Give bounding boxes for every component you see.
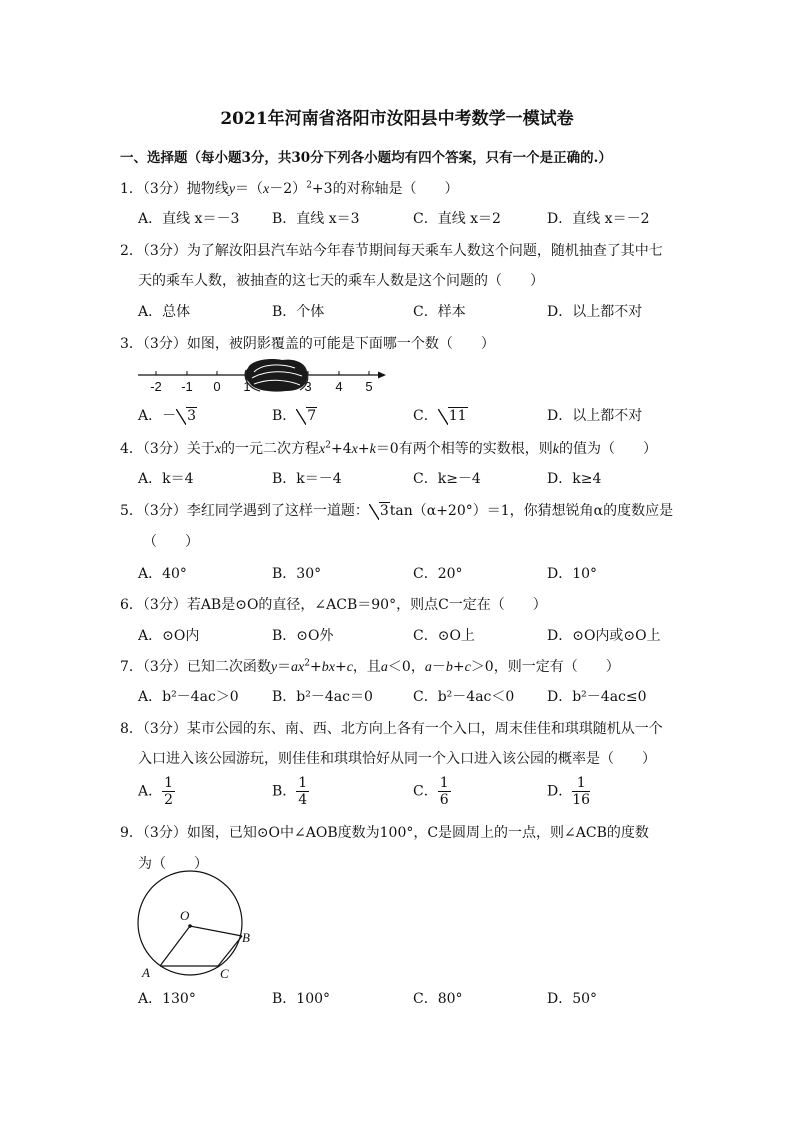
tick-label-neg2: -2 bbox=[150, 379, 162, 394]
fraction bbox=[572, 775, 590, 808]
numerator: 1 bbox=[439, 775, 449, 791]
question-7: 7．（3分）已知二次函数$y=ax^2+bx+c$，且a＜0，a－b+c＞0，则一定有（ ） bbox=[120, 658, 620, 675]
sqrt-symbol bbox=[438, 408, 468, 424]
label-b: B bbox=[242, 930, 250, 945]
sqrt-symbol bbox=[369, 503, 390, 519]
section-heading: 一、选择题（每小题3分，共30分下列各小题均有四个答案，只有一个是正确的.） bbox=[120, 150, 612, 166]
fraction bbox=[296, 775, 309, 808]
q1-option-b[interactable]: B．直线 x＝3 bbox=[272, 211, 360, 227]
question-1-text-b: 的对称轴是（ ） bbox=[332, 181, 459, 197]
q3-option-c-prefix: C． bbox=[413, 408, 438, 424]
numerator: 1 bbox=[298, 775, 308, 791]
q4-option-c[interactable]: C．k≥－4 bbox=[413, 471, 481, 487]
q8-option-b-label: B． bbox=[272, 783, 297, 800]
q7-option-a[interactable]: A．b²－4ac＞0 bbox=[138, 689, 239, 705]
q8-option-c-label: C． bbox=[413, 783, 438, 800]
q8-option-d[interactable] bbox=[547, 775, 590, 808]
fraction bbox=[162, 775, 175, 808]
question-8-line-1: 8．（3分）某市公园的东、南、西、北方向上各有一个入口，周末佳佳和琪琪随机从一个 bbox=[120, 721, 663, 737]
q5-option-d[interactable]: D．10° bbox=[547, 566, 598, 582]
denominator: 16 bbox=[572, 792, 591, 808]
question-4-text-c: 有两个相等的实数根，则 bbox=[398, 441, 553, 457]
sqrt-symbol bbox=[176, 408, 197, 424]
question-5-text-b: tan（α+20°）＝1，你猜想锐角α的度数应是 bbox=[389, 503, 674, 519]
tick-label-neg1: -1 bbox=[181, 379, 193, 394]
q5-option-c[interactable]: C．20° bbox=[413, 566, 463, 582]
question-7-text-b: ，且 bbox=[352, 659, 381, 675]
q8-option-c[interactable] bbox=[413, 775, 451, 808]
circle-o bbox=[138, 871, 242, 975]
question-5-line-2: （ ） bbox=[143, 534, 199, 550]
q8-option-d-label: D． bbox=[547, 783, 573, 800]
q3-option-a-radicand: 3 bbox=[187, 408, 197, 424]
center-dot bbox=[188, 924, 192, 928]
q8-option-b[interactable] bbox=[272, 775, 309, 808]
label-o: O bbox=[180, 908, 190, 923]
q5-option-a[interactable]: A．40° bbox=[138, 566, 187, 582]
q2-option-c[interactable]: C．样本 bbox=[413, 304, 466, 320]
number-line-arrow bbox=[378, 372, 386, 379]
question-4-text-a: 4．（3分）关于 bbox=[120, 441, 215, 457]
chords-ac-cb bbox=[160, 936, 242, 966]
radii-oa-ob bbox=[160, 926, 242, 966]
q3-option-a[interactable] bbox=[138, 405, 197, 425]
q6-option-d[interactable]: D．⊙O内或⊙O上 bbox=[547, 628, 661, 644]
question-4: 4．（3分）关于x的一元二次方程$x^2+4x+k=0$有两个相等的实数根，则k的值为（ ） bbox=[120, 440, 657, 457]
q3-option-c-radicand: 11 bbox=[448, 408, 467, 424]
q4-option-a[interactable]: A．k＝4 bbox=[138, 471, 194, 487]
denominator: 2 bbox=[164, 792, 174, 808]
q9-option-a[interactable]: A．130° bbox=[138, 991, 196, 1007]
numerator: 1 bbox=[572, 775, 590, 792]
question-2-line-1: 2．（3分）为了解汝阳县汽车站今年春节期间每天乘车人数这个问题，随机抽查了其中七 bbox=[120, 243, 663, 259]
page-title: 2021年河南省洛阳市汝阳县中考数学一模试卷 bbox=[220, 109, 574, 129]
q3-option-a-prefix: A．－ bbox=[138, 408, 177, 424]
tick-label-4: 4 bbox=[335, 379, 343, 394]
tick-label-0: 0 bbox=[213, 379, 221, 394]
q3-option-c[interactable] bbox=[413, 405, 468, 425]
question-2-line-2: 天的乘车人数，被抽查的这七天的乘车人数是这个问题的（ ） bbox=[138, 273, 544, 289]
question-3: 3．（3分）如图，被阴影覆盖的可能是下面哪一个数（ ） bbox=[120, 336, 495, 352]
question-9-line-2: 为（ ） bbox=[138, 856, 208, 872]
denominator: 6 bbox=[439, 792, 449, 808]
q2-option-a[interactable]: A．总体 bbox=[138, 304, 191, 320]
q8-option-a-label: A． bbox=[138, 783, 163, 800]
question-8-line-2: 入口进入该公园游玩，则佳佳和琪琪恰好从同一个入口进入该公园的概率是（ ） bbox=[138, 751, 656, 767]
q2-option-b[interactable]: B．个体 bbox=[272, 304, 325, 320]
numerator: 1 bbox=[164, 775, 174, 791]
tick-label-1: 1 bbox=[243, 379, 251, 394]
q2-option-d[interactable]: D．以上都不对 bbox=[547, 304, 643, 320]
q8-option-a[interactable] bbox=[138, 775, 175, 808]
question-1: 1．（3分）抛物线$y=(x-2)^2+3$的对称轴是（ ） bbox=[120, 180, 459, 197]
sqrt-symbol bbox=[296, 408, 317, 424]
q3-option-b-prefix: B． bbox=[272, 408, 297, 424]
q9-option-c[interactable]: C．80° bbox=[413, 991, 463, 1007]
question-7-text-c: ，则一定有（ ） bbox=[493, 659, 620, 675]
question-4-text-d: 的值为（ ） bbox=[558, 441, 657, 457]
label-a: A bbox=[142, 965, 150, 980]
question-5 bbox=[120, 500, 673, 520]
question-4-text-b: 的一元二次方程 bbox=[221, 441, 320, 457]
question-7-text-a: 7．（3分）已知二次函数 bbox=[120, 659, 271, 675]
q7-option-d[interactable]: D．b²－4ac≤0 bbox=[547, 689, 647, 705]
q7-option-b[interactable]: B．b²－4ac＝0 bbox=[272, 689, 373, 705]
q9-option-b[interactable]: B．100° bbox=[272, 991, 331, 1007]
denominator: 4 bbox=[298, 792, 308, 808]
question-5-text-a: 5．（3分）李红同学遇到了这样一道题： bbox=[120, 503, 369, 519]
q4-option-b[interactable]: B．k＝－4 bbox=[272, 471, 342, 487]
q5-option-b[interactable]: B．30° bbox=[272, 566, 322, 582]
question-6: 6．（3分）若AB是⊙O的直径，∠ACB＝90°，则点C一定在（ ） bbox=[120, 597, 547, 613]
number-line-figure bbox=[130, 358, 395, 398]
fraction bbox=[438, 775, 451, 808]
question-5-radicand: 3 bbox=[379, 503, 389, 519]
q9-option-d[interactable]: D．50° bbox=[547, 991, 598, 1007]
q1-option-a[interactable]: A．直线 x＝－3 bbox=[138, 211, 240, 227]
q7-option-c[interactable]: C．b²－4ac＜0 bbox=[413, 689, 515, 705]
q6-option-b[interactable]: B．⊙O外 bbox=[272, 628, 334, 644]
q3-option-b-radicand: 7 bbox=[307, 408, 317, 424]
q1-option-d[interactable]: D．直线 x＝－2 bbox=[547, 211, 650, 227]
tick-label-5: 5 bbox=[365, 379, 373, 394]
question-1-text-a: 1．（3分）抛物线 bbox=[120, 181, 229, 197]
circle-figure bbox=[128, 870, 268, 985]
question-9-line-1: 9．（3分）如图，已知⊙O中∠AOB度数为100°，C是圆周上的一点，则∠ACB的度数 bbox=[120, 825, 649, 841]
q6-option-a[interactable]: A．⊙O内 bbox=[138, 628, 200, 644]
shaded-blob bbox=[245, 359, 308, 392]
q1-option-c[interactable]: C．直线 x＝2 bbox=[413, 211, 501, 227]
q4-option-d[interactable]: D．k≥4 bbox=[547, 471, 602, 487]
q3-option-d[interactable]: D．以上都不对 bbox=[547, 408, 643, 424]
q3-option-b[interactable] bbox=[272, 405, 317, 425]
q6-option-c[interactable]: C．⊙O上 bbox=[413, 628, 475, 644]
tick-label-3: 3 bbox=[304, 379, 312, 394]
label-c: C bbox=[220, 966, 229, 981]
